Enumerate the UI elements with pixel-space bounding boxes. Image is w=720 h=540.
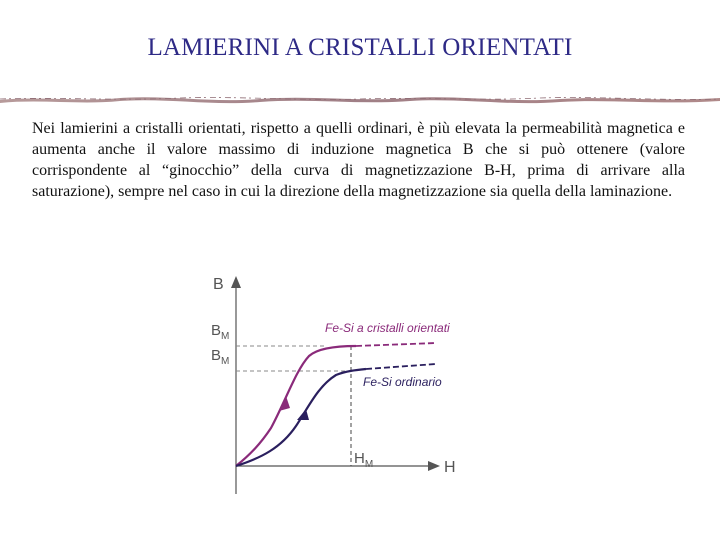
y-axis-label: B <box>213 276 224 293</box>
ordinary-arrow-icon <box>297 409 309 420</box>
oriented-curve <box>236 346 356 466</box>
bm-lower-label: $B_M$ <box>211 347 230 367</box>
magnetization-curve-diagram <box>196 268 496 500</box>
x-axis-arrow-icon <box>428 461 440 471</box>
body-paragraph: Nei lamierini a cristalli orientati, rispetto a quelli ordinari, è più elevata la permeabilità magnetica e aumenta anche il valore massimo di induzione magnetica B che si può ottenere (valore corrispondente al “ginocchio” della curva di magnetizzazione B-H, prima di arrivare alla saturazione), sempre nel caso in cui la direzione della magnetizzazione sia quella della laminazione. <box>32 120 685 200</box>
title-divider <box>0 92 720 106</box>
oriented-curve-label: Fe-Si a cristalli orientati <box>325 321 450 335</box>
bm-upper-label: $B_M$ <box>211 322 230 342</box>
ordinary-curve-label: Fe-Si ordinario <box>363 375 442 389</box>
x-axis-label: H <box>444 459 456 476</box>
hm-label: $H_M$ <box>354 450 374 470</box>
ordinary-curve-extension <box>366 364 436 369</box>
y-axis-arrow-icon <box>231 276 241 288</box>
oriented-curve-extension <box>356 343 436 346</box>
slide-title: LAMIERINI A CRISTALLI ORIENTATI <box>147 34 573 61</box>
